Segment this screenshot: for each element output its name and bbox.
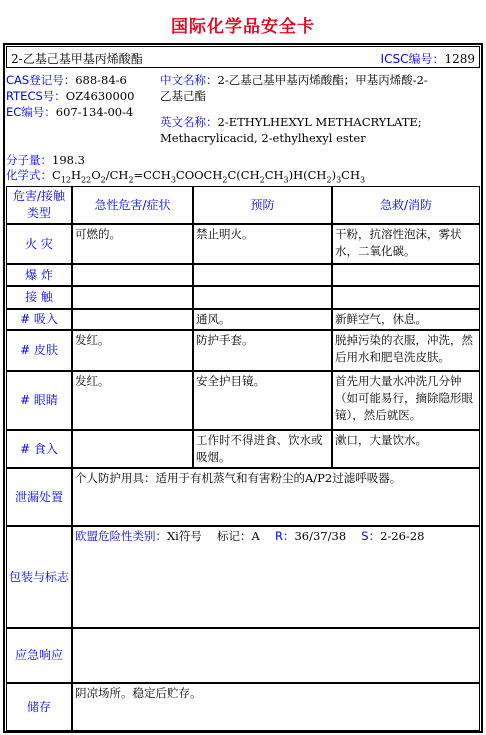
row-label: # 食入: [6, 430, 72, 468]
packaging-label: 包装与标志: [6, 526, 72, 628]
prevention-cell: [193, 286, 332, 309]
card-title: 国际化学品安全卡: [171, 17, 315, 37]
spill-content: 个人防护用具：适用于有机蒸气和有害粉尘的A/P2过滤呼吸器。: [72, 468, 480, 526]
formula-text: $C_{12}H_{22}O_2/CH_2=CCH_3COOCH_2C(CH_2CH_3)H(CH_2)_3CH_3$: [52, 168, 366, 185]
aid-cell: 首先用大量水冲洗几分钟（如可能易行，摘除隐形眼镜），然后就医。: [332, 371, 480, 430]
icsc-number: ICSC编号：1289: [380, 52, 475, 66]
emergency-label: 应急响应: [6, 628, 72, 683]
row-label: # 皮肤: [6, 330, 72, 371]
prevention-cell: [193, 264, 332, 286]
row-label: 接 触: [6, 286, 72, 309]
aid-cell: [332, 264, 480, 286]
chinese-name: 中文名称：2-乙基己基甲基丙烯酸酯；甲基丙烯酸-2- 乙基己酯: [160, 73, 428, 103]
ec-line: EC编号：607-134-00-4: [6, 105, 134, 119]
hazard-cell: [72, 309, 193, 330]
header-aid: 急救/消防: [332, 186, 480, 224]
row-label: 爆 炸: [6, 264, 72, 286]
prevention-cell: 禁止明火。: [193, 224, 332, 264]
hazard-cell: 发红。: [72, 330, 193, 371]
prevention-cell: 通风。: [193, 309, 332, 330]
aid-cell: 新鲜空气，休息。: [332, 309, 480, 330]
row-label: # 眼睛: [6, 371, 72, 430]
storage-content: 阴凉场所。稳定后贮存。: [72, 683, 480, 731]
header-hazard: 急性危害/症状: [72, 186, 193, 224]
rtecs-line: RTECS号：OZ4630000: [6, 89, 135, 103]
hazard-cell: 发红。: [72, 371, 193, 430]
english-name: 英文名称：2-ETHYLHEXYL METHACRYLATE; Methacrylicacid, 2-ethylhexyl ester: [160, 115, 422, 145]
packaging-content: 欧盟危险性类别：Xi符号 标记：A R：36/37/38 S：2-26-28: [72, 526, 480, 628]
aid-cell: 干粉，抗溶性泡沫，雾状水，二氧化碳。: [332, 224, 480, 264]
prevention-cell: 防护手套。: [193, 330, 332, 371]
prevention-cell: 安全护目镜。: [193, 371, 332, 430]
aid-cell: 漱口，大量饮水。: [332, 430, 480, 468]
header-prevention: 预防: [193, 186, 332, 224]
cas-line: CAS登记号：688-84-6: [6, 73, 127, 87]
row-label: # 吸入: [6, 309, 72, 330]
row-label: 火 灾: [6, 224, 72, 264]
chemical-name: 2-乙基己基甲基丙烯酸酯: [11, 52, 143, 66]
hazard-cell: [72, 264, 193, 286]
hazard-cell: [72, 430, 193, 468]
storage-label: 储存: [6, 683, 72, 731]
hazard-cell: [72, 286, 193, 309]
header-type: 危害/接触类型: [6, 186, 72, 224]
prevention-cell: 工作时不得进食、饮水或吸烟。: [193, 430, 332, 468]
emergency-content: [72, 628, 480, 683]
spill-label: 泄漏处置: [6, 468, 72, 526]
identifiers: [6, 72, 134, 120]
aid-cell: 脱掉污染的衣服，冲洗，然后用水和肥皂洗皮肤。: [332, 330, 480, 371]
name-bar: [6, 46, 480, 68]
chemical-formula: 化学式：$C_{12}H_{22}O_2/CH_2=CCH_3COOCH_2C(CH_2CH_3)H(CH_2)_3CH_3$: [6, 168, 366, 185]
hazard-cell: 可燃的。: [72, 224, 193, 264]
aid-cell: [332, 286, 480, 309]
molecular-weight: 分子量：198.3: [6, 153, 85, 167]
